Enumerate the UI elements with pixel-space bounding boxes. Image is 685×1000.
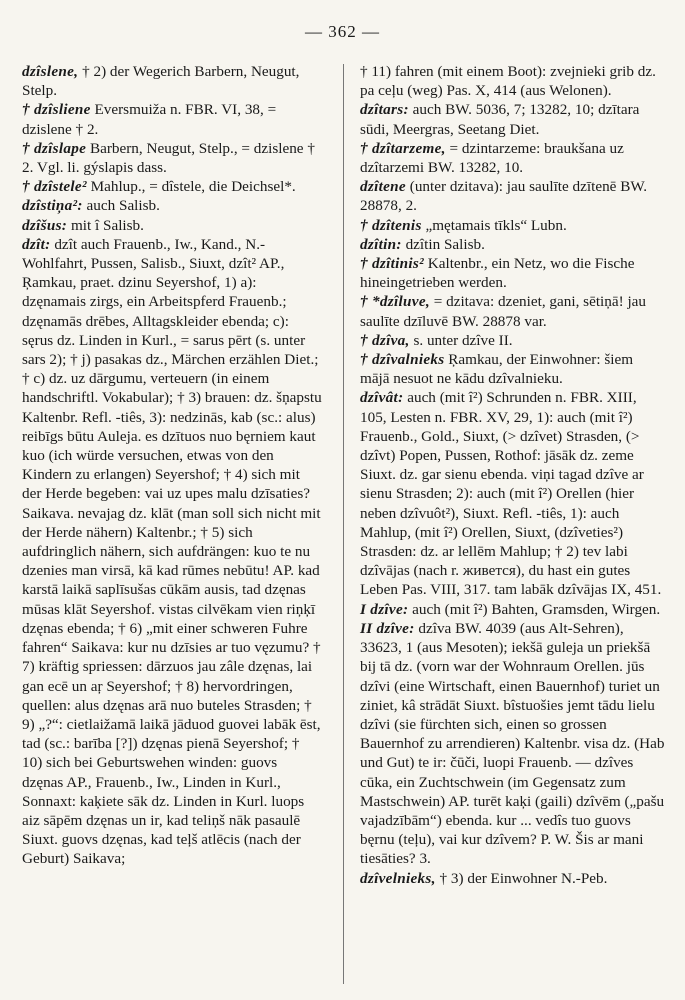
entry	[22, 62, 322, 100]
headword: † *dzîluve,	[360, 293, 430, 311]
headword: dzîtars:	[360, 101, 409, 119]
entry-text: (unter dzitava): jau saulīte dzītenē BW. 28878, 2.	[360, 178, 648, 215]
entry-text: = dzintarzeme: braukšana uz dzîtarzemi BW. 13282, 10.	[360, 139, 624, 177]
entry	[360, 619, 666, 869]
right-column	[360, 62, 666, 888]
entry	[22, 139, 322, 177]
headword: dzîstiņa²:	[22, 197, 83, 215]
entry-text: = dzitava: dzeniet, gani, sētiņā! jau saulīte dzīluvē BW. 28878 var.	[360, 293, 646, 330]
entry-text: Barbern, Neugut, Stelp., = dzislene † 2. Vgl. li. gýslapis dass.	[22, 139, 315, 177]
entry-text: Mahlup., = dîstele, die Deichsel*.	[86, 178, 296, 196]
entry-text: Ŗamkau, der Einwohner: šiem mājā nesuot ne kādu dzîvalnieku.	[360, 351, 634, 388]
headword: dzît:	[22, 235, 51, 253]
entry-text: † 3) der Einwohner N.-Peb.	[435, 869, 608, 887]
entry	[360, 600, 666, 619]
entry-text: auch BW. 5036, 7; 13282, 10; dzītara sūdi, Meergras, Seetang Diet.	[360, 101, 640, 138]
headword: I dzîve:	[360, 600, 409, 618]
headword: dzîtene	[360, 178, 406, 196]
entry-text: auch Salisb.	[82, 197, 160, 215]
entry	[360, 254, 666, 292]
entry-text: † 11) fahren (mit einem Boot): zvejnieki grib dz. pa ceļu (weg) Pas. X, 414 (aus Welonen).	[360, 63, 656, 100]
headword: † dzîslape	[22, 139, 87, 157]
entry	[360, 292, 666, 330]
entry	[22, 216, 322, 235]
headword: dzîslene,	[22, 63, 79, 80]
entry	[360, 139, 666, 177]
entry-text: mit î Salisb.	[67, 216, 144, 234]
entry-text: dzîva BW. 4039 (aus Alt-Sehren), 33623, 1 (aus Mesoten); iekšā guleja un priekšā bij tā dz. (vorn war der Wohnraum Orellen. jūs dzîvi (eine Wirtschaft, einen Bauernhof) turiet un ziniet, kâ strādāt Siuxt. bîstuošies jemt tādu lielu dzîvi (sie fürchten sich, einen so grossen Bauernhof zu arrendieren) Kaltenbr. visa dz. (Hab und Gut) te ir: čūči, luopi Frauenb. — dzîves cūka, ein Zuchtschwein (im Gegensatz zum Mastschwein) AP. turēt kaķi (gaili) dzîvēm („pašu vajadzībām“) ebenda. kur ... vedîs tuo guovs bęrnu (teļu), vai kur dzîvem? P. W. Šis ar mani tiesāties? 3.	[360, 619, 665, 868]
entry	[360, 62, 666, 100]
headword: † dzîtinis²	[360, 255, 424, 273]
entry-text: s. unter dzîve II.	[409, 331, 513, 349]
headword: † dzîva,	[360, 331, 410, 349]
entry-text: † 2) der Wegerich Barbern, Neugut, Stelp.	[22, 63, 300, 100]
entry	[360, 388, 666, 599]
column-divider	[343, 64, 344, 984]
entry	[22, 235, 322, 869]
page-number: — 362 —	[305, 22, 380, 41]
headword: † dzîtarzeme,	[360, 139, 446, 157]
entry	[360, 216, 666, 235]
left-column	[22, 62, 322, 869]
headword: dzîtin:	[360, 235, 402, 253]
headword: † dzîvalnieks	[360, 351, 445, 369]
entry-text: dzît auch Frauenb., Iw., Kand., N.-Wohlfahrt, Pussen, Salisb., Siuxt, dzît² AP., Ŗamkau, praet. dzinu Seyershof, 1) a): dzęnamais zirgs, ein Arbeitspferd Frauenb.; dzęnamās drēbes, Alltagskleider ebenda; c): sęrus dz. Linden in Kurl., = sarus pērt (s. unter sars 2); † j) pasakas dz., Märchen erzählen Diet.; † c) dz. uz dārgumu, verteuern (in einem handschriftl. Vokabular); † 3) brauen: dz. šņapstu Kaltenbr. Refl. -tiês, 3): nedzinās, kab (sc.: alus) reibīgs būtu Auleja. es dzītuos nuo bęrniem kaut kuo (ich würde versuchen, etwas von den Kindern zu erlangen) Seyershof; † 4) sich mit der Herde begeben: vai uz upes malu dzīsaties? Saikava. nevajag dz. klāt (man soll sich nicht mit der Herde nähern) Kaltenbr.; † 5) sich aufdringlich nähern, sich aufdrängen: kuo te nu dzenies man virsā, kā kad rūmes nebūtu! AP. kad karstā laikā saplīsušas cūkām ausis, tad dzęnas mūsas klāt Seyershof. vistas cilvēkam vien riņķī dzęnas ebenda; † 6) „mit einer schweren Fuhre fahren“ Saikava: kur nu dzīsies ar tuo vęzumu? † 7) kräftig spriessen: dārzuos jau zâle dzęnas, lai gan ecē un aŗ Seyershof; † 8) hervordringen, quellen: alus dzęnas arā nuo buteles Strasden; † 9) „?“: cietlaižamā laikā jāduod guovei labāk ēst, tad (sc.: barība [?]) dzęnas pienā Seyershof; † 10) sich bei Geburtswehen winden: guovs dzęnas AP., Frauenb., Iw., Linden in Kurl., Sonnaxt: kaķiete sāk dz. Linden in Kurl. luops aiz sāpēm dzęnas un ir, kad teliņš nāk pasaulē Siuxt. guovs dzęnas, kad teļš atlēcis (nach der Geburt) Saikava;	[22, 235, 322, 868]
entry-text: Kaltenbr., ein Netz, wo die Fische hineingetrieben werden.	[360, 255, 635, 292]
headword: † dzîsliene	[22, 101, 91, 119]
entry	[360, 235, 666, 254]
entry	[360, 350, 666, 388]
headword: dzîvelnieks,	[360, 869, 436, 887]
entry	[22, 177, 322, 196]
headword: dzîšus:	[22, 216, 68, 234]
headword: dzîvât:	[360, 389, 404, 407]
headword: † dzîtenis	[360, 216, 422, 234]
entry	[360, 177, 666, 215]
entry	[22, 100, 322, 138]
entry-text: „mętamais tīkls“ Lubn.	[421, 216, 567, 234]
entry	[360, 869, 666, 888]
entry	[22, 196, 322, 215]
headword: † dzîstele²	[22, 178, 87, 196]
entry-text: auch (mit î²) Bahten, Gramsden, Wirgen.	[408, 600, 661, 618]
entry	[360, 100, 666, 138]
entry-text: dzîtin Salisb.	[401, 235, 485, 253]
entry	[360, 331, 666, 350]
entry-text: Eversmuiža n. FBR. VI, 38, = dzislene † 2.	[22, 101, 277, 138]
headword: II dzîve:	[360, 619, 415, 637]
entry-text: auch (mit î²) Schrunden n. FBR. XIII, 105, Lesten n. FBR. XV, 29, 1): auch (mit î²) Frauenb., Gold., Siuxt, (> dzîvet) Strasden, (> dzîvt) Popen, Pussen, Rothof: jāsāk dz. zeme Siuxt. dz. gar sienu ebenda. viņi tagad dzîve ar sienu Strasden; 2): auch (mit î²) Orellen (hier neben dzîvuôt²), Siuxt. Refl. -tiês, 1): auch Mahlup, (mit î²) Orellen, Siuxt, (dzîveties²) Strasden: dz. ar lellēm Mahlup; † 2) tev labi dzîvājas (nach r. живется), du hast ein gutes Leben Pas. VIII, 317. tam labāk dzîvājas IX, 451.	[360, 389, 662, 599]
